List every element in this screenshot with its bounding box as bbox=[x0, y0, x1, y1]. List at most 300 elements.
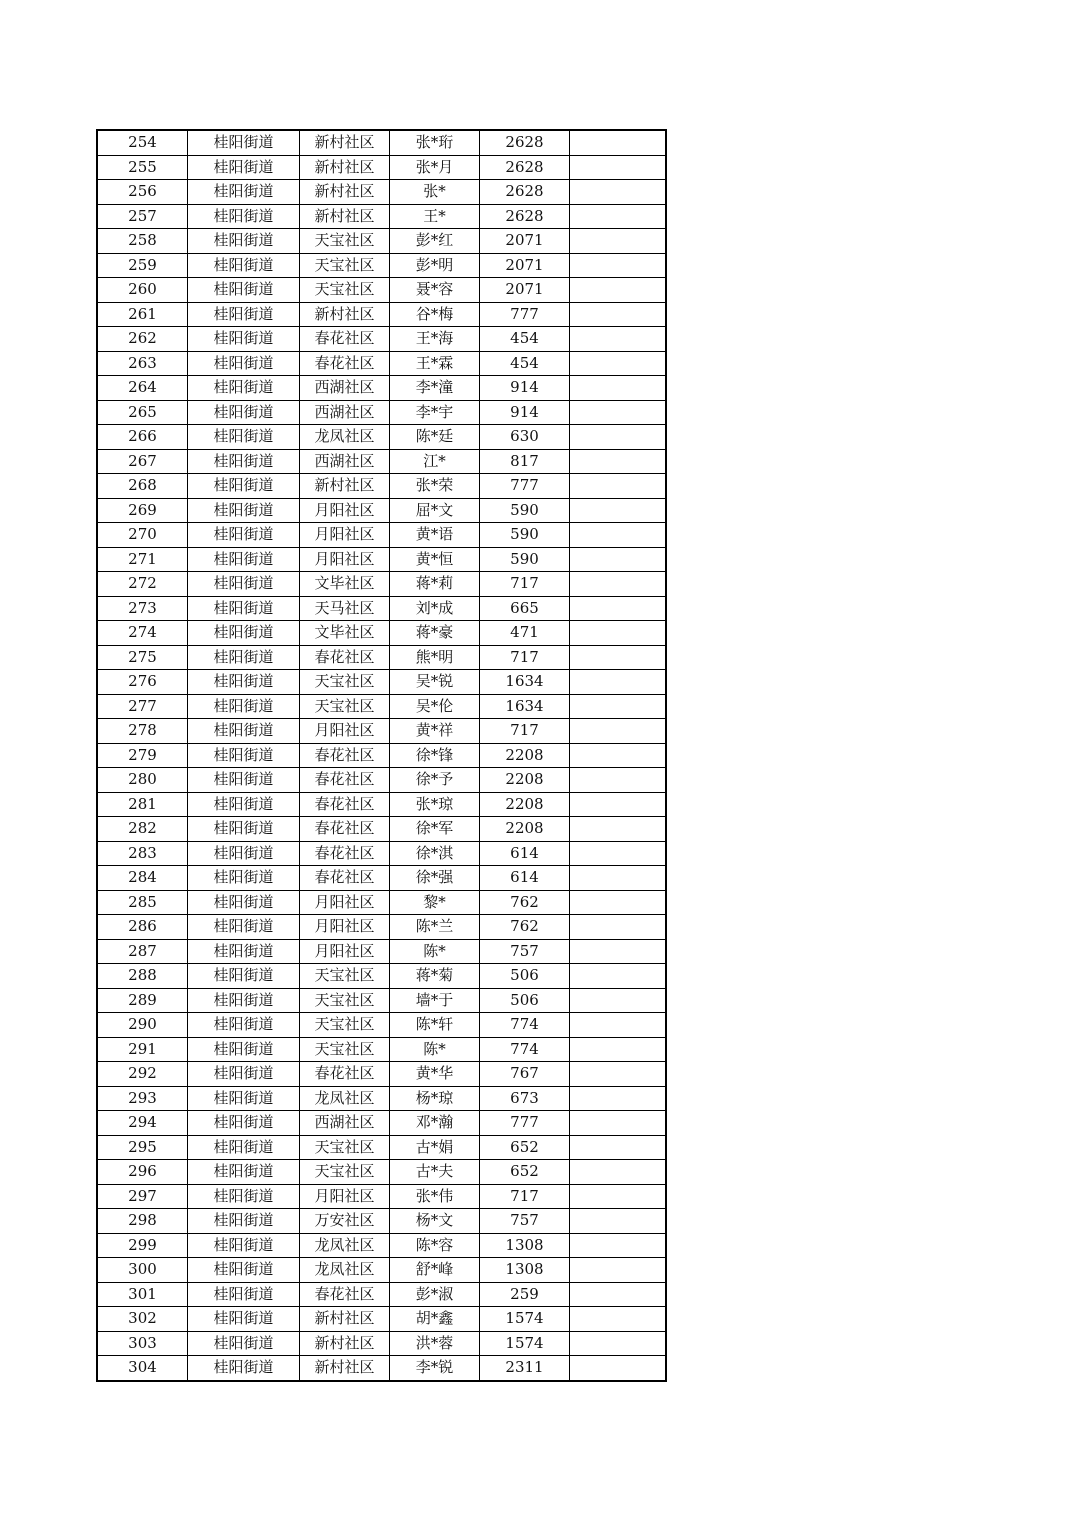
remark-cell bbox=[570, 621, 667, 646]
name-cell: 彭*淑 bbox=[390, 1282, 480, 1307]
street-cell: 桂阳街道 bbox=[188, 253, 300, 278]
community-cell: 天宝社区 bbox=[300, 229, 390, 254]
street-cell: 桂阳街道 bbox=[188, 915, 300, 940]
amount-cell: 717 bbox=[480, 572, 570, 597]
amount-cell: 454 bbox=[480, 327, 570, 352]
row-number-cell: 293 bbox=[97, 1086, 188, 1111]
remark-cell bbox=[570, 547, 667, 572]
name-cell: 张*月 bbox=[390, 155, 480, 180]
remark-cell bbox=[570, 229, 667, 254]
street-cell: 桂阳街道 bbox=[188, 229, 300, 254]
table-row bbox=[97, 449, 666, 474]
name-cell: 黎* bbox=[390, 890, 480, 915]
name-cell: 墙*于 bbox=[390, 988, 480, 1013]
remark-cell bbox=[570, 1111, 667, 1136]
remark-cell bbox=[570, 155, 667, 180]
name-cell: 张* bbox=[390, 180, 480, 205]
street-cell: 桂阳街道 bbox=[188, 1184, 300, 1209]
community-cell: 新村社区 bbox=[300, 1331, 390, 1356]
street-cell: 桂阳街道 bbox=[188, 1209, 300, 1234]
community-cell: 月阳社区 bbox=[300, 915, 390, 940]
table-row bbox=[97, 743, 666, 768]
street-cell: 桂阳街道 bbox=[188, 1331, 300, 1356]
street-cell: 桂阳街道 bbox=[188, 204, 300, 229]
name-cell: 陈*容 bbox=[390, 1233, 480, 1258]
table-row bbox=[97, 278, 666, 303]
table-row bbox=[97, 1282, 666, 1307]
table-row bbox=[97, 155, 666, 180]
name-cell: 陈*轩 bbox=[390, 1013, 480, 1038]
row-number-cell: 295 bbox=[97, 1135, 188, 1160]
amount-cell: 717 bbox=[480, 645, 570, 670]
table-row bbox=[97, 866, 666, 891]
name-cell: 熊*明 bbox=[390, 645, 480, 670]
amount-cell: 762 bbox=[480, 890, 570, 915]
community-cell: 春花社区 bbox=[300, 351, 390, 376]
remark-cell bbox=[570, 302, 667, 327]
row-number-cell: 287 bbox=[97, 939, 188, 964]
remark-cell bbox=[570, 1307, 667, 1332]
row-number-cell: 292 bbox=[97, 1062, 188, 1087]
row-number-cell: 267 bbox=[97, 449, 188, 474]
name-cell: 吴*锐 bbox=[390, 670, 480, 695]
amount-cell: 2208 bbox=[480, 792, 570, 817]
community-cell: 月阳社区 bbox=[300, 498, 390, 523]
row-number-cell: 255 bbox=[97, 155, 188, 180]
name-cell: 彭*红 bbox=[390, 229, 480, 254]
name-cell: 陈* bbox=[390, 1037, 480, 1062]
amount-cell: 614 bbox=[480, 866, 570, 891]
street-cell: 桂阳街道 bbox=[188, 1013, 300, 1038]
row-number-cell: 299 bbox=[97, 1233, 188, 1258]
street-cell: 桂阳街道 bbox=[188, 351, 300, 376]
community-cell: 月阳社区 bbox=[300, 939, 390, 964]
street-cell: 桂阳街道 bbox=[188, 278, 300, 303]
name-cell: 杨*文 bbox=[390, 1209, 480, 1234]
community-cell: 新村社区 bbox=[300, 204, 390, 229]
table-row bbox=[97, 180, 666, 205]
table-row bbox=[97, 768, 666, 793]
remark-cell bbox=[570, 988, 667, 1013]
row-number-cell: 286 bbox=[97, 915, 188, 940]
street-cell: 桂阳街道 bbox=[188, 1356, 300, 1381]
table-row bbox=[97, 498, 666, 523]
amount-cell: 454 bbox=[480, 351, 570, 376]
street-cell: 桂阳街道 bbox=[188, 1111, 300, 1136]
name-cell: 王*海 bbox=[390, 327, 480, 352]
street-cell: 桂阳街道 bbox=[188, 400, 300, 425]
amount-cell: 590 bbox=[480, 498, 570, 523]
amount-cell: 717 bbox=[480, 719, 570, 744]
remark-cell bbox=[570, 743, 667, 768]
table-row bbox=[97, 400, 666, 425]
community-cell: 春花社区 bbox=[300, 841, 390, 866]
remark-cell bbox=[570, 1184, 667, 1209]
table-row bbox=[97, 1233, 666, 1258]
street-cell: 桂阳街道 bbox=[188, 841, 300, 866]
community-cell: 春花社区 bbox=[300, 1062, 390, 1087]
community-cell: 天宝社区 bbox=[300, 278, 390, 303]
name-cell: 徐*予 bbox=[390, 768, 480, 793]
name-cell: 屈*文 bbox=[390, 498, 480, 523]
table-row bbox=[97, 1111, 666, 1136]
amount-cell: 590 bbox=[480, 523, 570, 548]
community-cell: 新村社区 bbox=[300, 155, 390, 180]
street-cell: 桂阳街道 bbox=[188, 327, 300, 352]
street-cell: 桂阳街道 bbox=[188, 596, 300, 621]
street-cell: 桂阳街道 bbox=[188, 939, 300, 964]
name-cell: 古*娟 bbox=[390, 1135, 480, 1160]
remark-cell bbox=[570, 792, 667, 817]
street-cell: 桂阳街道 bbox=[188, 1233, 300, 1258]
remark-cell bbox=[570, 1331, 667, 1356]
remark-cell bbox=[570, 1062, 667, 1087]
row-number-cell: 257 bbox=[97, 204, 188, 229]
row-number-cell: 256 bbox=[97, 180, 188, 205]
table-row bbox=[97, 817, 666, 842]
name-cell: 舒*峰 bbox=[390, 1258, 480, 1283]
table-row bbox=[97, 229, 666, 254]
amount-cell: 652 bbox=[480, 1160, 570, 1185]
table-row bbox=[97, 1209, 666, 1234]
remark-cell bbox=[570, 474, 667, 499]
row-number-cell: 297 bbox=[97, 1184, 188, 1209]
row-number-cell: 281 bbox=[97, 792, 188, 817]
row-number-cell: 258 bbox=[97, 229, 188, 254]
community-cell: 天宝社区 bbox=[300, 1160, 390, 1185]
name-cell: 李*宇 bbox=[390, 400, 480, 425]
remark-cell bbox=[570, 253, 667, 278]
remark-cell bbox=[570, 915, 667, 940]
name-cell: 刘*成 bbox=[390, 596, 480, 621]
remark-cell bbox=[570, 425, 667, 450]
table-body bbox=[97, 130, 666, 1381]
name-cell: 李*潼 bbox=[390, 376, 480, 401]
community-cell: 天宝社区 bbox=[300, 253, 390, 278]
row-number-cell: 276 bbox=[97, 670, 188, 695]
row-number-cell: 265 bbox=[97, 400, 188, 425]
remark-cell bbox=[570, 130, 667, 155]
name-cell: 黄*恒 bbox=[390, 547, 480, 572]
table-row bbox=[97, 1062, 666, 1087]
street-cell: 桂阳街道 bbox=[188, 694, 300, 719]
row-number-cell: 259 bbox=[97, 253, 188, 278]
row-number-cell: 289 bbox=[97, 988, 188, 1013]
community-cell: 月阳社区 bbox=[300, 890, 390, 915]
community-cell: 天宝社区 bbox=[300, 964, 390, 989]
name-cell: 徐*强 bbox=[390, 866, 480, 891]
street-cell: 桂阳街道 bbox=[188, 1062, 300, 1087]
row-number-cell: 301 bbox=[97, 1282, 188, 1307]
row-number-cell: 278 bbox=[97, 719, 188, 744]
community-cell: 春花社区 bbox=[300, 817, 390, 842]
row-number-cell: 296 bbox=[97, 1160, 188, 1185]
table-row bbox=[97, 694, 666, 719]
table-row bbox=[97, 915, 666, 940]
community-cell: 西湖社区 bbox=[300, 376, 390, 401]
name-cell: 古*夫 bbox=[390, 1160, 480, 1185]
community-cell: 文毕社区 bbox=[300, 572, 390, 597]
community-cell: 龙凤社区 bbox=[300, 1258, 390, 1283]
remark-cell bbox=[570, 670, 667, 695]
remark-cell bbox=[570, 866, 667, 891]
row-number-cell: 274 bbox=[97, 621, 188, 646]
name-cell: 徐*锋 bbox=[390, 743, 480, 768]
remark-cell bbox=[570, 939, 667, 964]
street-cell: 桂阳街道 bbox=[188, 498, 300, 523]
community-cell: 天宝社区 bbox=[300, 670, 390, 695]
table-row bbox=[97, 792, 666, 817]
remark-cell bbox=[570, 1160, 667, 1185]
amount-cell: 590 bbox=[480, 547, 570, 572]
amount-cell: 757 bbox=[480, 939, 570, 964]
table-row bbox=[97, 351, 666, 376]
remark-cell bbox=[570, 1086, 667, 1111]
community-cell: 新村社区 bbox=[300, 302, 390, 327]
name-cell: 蒋*豪 bbox=[390, 621, 480, 646]
name-cell: 张*荣 bbox=[390, 474, 480, 499]
street-cell: 桂阳街道 bbox=[188, 1160, 300, 1185]
table-row bbox=[97, 841, 666, 866]
street-cell: 桂阳街道 bbox=[188, 988, 300, 1013]
table-row bbox=[97, 621, 666, 646]
community-cell: 西湖社区 bbox=[300, 449, 390, 474]
amount-cell: 652 bbox=[480, 1135, 570, 1160]
remark-cell bbox=[570, 890, 667, 915]
amount-cell: 767 bbox=[480, 1062, 570, 1087]
amount-cell: 914 bbox=[480, 376, 570, 401]
row-number-cell: 260 bbox=[97, 278, 188, 303]
remark-cell bbox=[570, 351, 667, 376]
name-cell: 徐*军 bbox=[390, 817, 480, 842]
amount-cell: 259 bbox=[480, 1282, 570, 1307]
street-cell: 桂阳街道 bbox=[188, 817, 300, 842]
street-cell: 桂阳街道 bbox=[188, 719, 300, 744]
row-number-cell: 269 bbox=[97, 498, 188, 523]
table-row bbox=[97, 596, 666, 621]
row-number-cell: 273 bbox=[97, 596, 188, 621]
street-cell: 桂阳街道 bbox=[188, 964, 300, 989]
amount-cell: 2628 bbox=[480, 155, 570, 180]
table-row bbox=[97, 1356, 666, 1381]
community-cell: 春花社区 bbox=[300, 866, 390, 891]
table-row bbox=[97, 327, 666, 352]
table-row bbox=[97, 964, 666, 989]
community-cell: 龙凤社区 bbox=[300, 425, 390, 450]
row-number-cell: 284 bbox=[97, 866, 188, 891]
community-cell: 春花社区 bbox=[300, 1282, 390, 1307]
row-number-cell: 270 bbox=[97, 523, 188, 548]
table-row bbox=[97, 204, 666, 229]
amount-cell: 471 bbox=[480, 621, 570, 646]
community-cell: 春花社区 bbox=[300, 743, 390, 768]
amount-cell: 717 bbox=[480, 1184, 570, 1209]
amount-cell: 1574 bbox=[480, 1307, 570, 1332]
amount-cell: 777 bbox=[480, 302, 570, 327]
community-cell: 西湖社区 bbox=[300, 1111, 390, 1136]
remark-cell bbox=[570, 817, 667, 842]
name-cell: 蒋*莉 bbox=[390, 572, 480, 597]
community-cell: 春花社区 bbox=[300, 768, 390, 793]
community-cell: 月阳社区 bbox=[300, 1184, 390, 1209]
street-cell: 桂阳街道 bbox=[188, 547, 300, 572]
amount-cell: 2208 bbox=[480, 743, 570, 768]
street-cell: 桂阳街道 bbox=[188, 1037, 300, 1062]
street-cell: 桂阳街道 bbox=[188, 425, 300, 450]
row-number-cell: 285 bbox=[97, 890, 188, 915]
name-cell: 黄*祥 bbox=[390, 719, 480, 744]
row-number-cell: 302 bbox=[97, 1307, 188, 1332]
amount-cell: 2071 bbox=[480, 278, 570, 303]
amount-cell: 774 bbox=[480, 1037, 570, 1062]
row-number-cell: 277 bbox=[97, 694, 188, 719]
remark-cell bbox=[570, 1209, 667, 1234]
street-cell: 桂阳街道 bbox=[188, 130, 300, 155]
row-number-cell: 261 bbox=[97, 302, 188, 327]
remark-cell bbox=[570, 180, 667, 205]
amount-cell: 757 bbox=[480, 1209, 570, 1234]
name-cell: 徐*淇 bbox=[390, 841, 480, 866]
table-row bbox=[97, 719, 666, 744]
row-number-cell: 271 bbox=[97, 547, 188, 572]
remark-cell bbox=[570, 327, 667, 352]
row-number-cell: 272 bbox=[97, 572, 188, 597]
community-cell: 万安社区 bbox=[300, 1209, 390, 1234]
remark-cell bbox=[570, 596, 667, 621]
name-cell: 吴*伦 bbox=[390, 694, 480, 719]
table-row bbox=[97, 1307, 666, 1332]
name-cell: 李*锐 bbox=[390, 1356, 480, 1381]
street-cell: 桂阳街道 bbox=[188, 670, 300, 695]
remark-cell bbox=[570, 1037, 667, 1062]
community-cell: 春花社区 bbox=[300, 645, 390, 670]
amount-cell: 614 bbox=[480, 841, 570, 866]
remark-cell bbox=[570, 572, 667, 597]
table-row bbox=[97, 1331, 666, 1356]
name-cell: 杨*琼 bbox=[390, 1086, 480, 1111]
table-row bbox=[97, 1258, 666, 1283]
name-cell: 洪*蓉 bbox=[390, 1331, 480, 1356]
street-cell: 桂阳街道 bbox=[188, 1135, 300, 1160]
street-cell: 桂阳街道 bbox=[188, 768, 300, 793]
remark-cell bbox=[570, 278, 667, 303]
street-cell: 桂阳街道 bbox=[188, 1258, 300, 1283]
amount-cell: 817 bbox=[480, 449, 570, 474]
amount-cell: 2628 bbox=[480, 180, 570, 205]
remark-cell bbox=[570, 964, 667, 989]
name-cell: 黄*语 bbox=[390, 523, 480, 548]
street-cell: 桂阳街道 bbox=[188, 155, 300, 180]
amount-cell: 777 bbox=[480, 1111, 570, 1136]
row-number-cell: 263 bbox=[97, 351, 188, 376]
community-cell: 龙凤社区 bbox=[300, 1086, 390, 1111]
table-row bbox=[97, 939, 666, 964]
amount-cell: 1634 bbox=[480, 694, 570, 719]
remark-cell bbox=[570, 498, 667, 523]
row-number-cell: 262 bbox=[97, 327, 188, 352]
name-cell: 王*霖 bbox=[390, 351, 480, 376]
street-cell: 桂阳街道 bbox=[188, 1086, 300, 1111]
community-cell: 月阳社区 bbox=[300, 523, 390, 548]
table-row bbox=[97, 1037, 666, 1062]
table-row bbox=[97, 523, 666, 548]
street-cell: 桂阳街道 bbox=[188, 474, 300, 499]
amount-cell: 630 bbox=[480, 425, 570, 450]
amount-cell: 665 bbox=[480, 596, 570, 621]
remark-cell bbox=[570, 204, 667, 229]
row-number-cell: 275 bbox=[97, 645, 188, 670]
table-row bbox=[97, 1086, 666, 1111]
amount-cell: 762 bbox=[480, 915, 570, 940]
name-cell: 王* bbox=[390, 204, 480, 229]
amount-cell: 777 bbox=[480, 474, 570, 499]
amount-cell: 2628 bbox=[480, 204, 570, 229]
community-cell: 春花社区 bbox=[300, 792, 390, 817]
row-number-cell: 298 bbox=[97, 1209, 188, 1234]
remark-cell bbox=[570, 523, 667, 548]
name-cell: 江* bbox=[390, 449, 480, 474]
community-cell: 月阳社区 bbox=[300, 719, 390, 744]
community-cell: 文毕社区 bbox=[300, 621, 390, 646]
amount-cell: 1308 bbox=[480, 1258, 570, 1283]
amount-cell: 774 bbox=[480, 1013, 570, 1038]
row-number-cell: 279 bbox=[97, 743, 188, 768]
street-cell: 桂阳街道 bbox=[188, 792, 300, 817]
table-row bbox=[97, 1135, 666, 1160]
street-cell: 桂阳街道 bbox=[188, 890, 300, 915]
amount-cell: 1634 bbox=[480, 670, 570, 695]
row-number-cell: 282 bbox=[97, 817, 188, 842]
name-cell: 邓*瀚 bbox=[390, 1111, 480, 1136]
community-cell: 新村社区 bbox=[300, 474, 390, 499]
name-cell: 陈*廷 bbox=[390, 425, 480, 450]
community-cell: 天马社区 bbox=[300, 596, 390, 621]
table-row bbox=[97, 1013, 666, 1038]
row-number-cell: 300 bbox=[97, 1258, 188, 1283]
amount-cell: 2071 bbox=[480, 229, 570, 254]
amount-cell: 1308 bbox=[480, 1233, 570, 1258]
remark-cell bbox=[570, 1356, 667, 1381]
table-row bbox=[97, 988, 666, 1013]
row-number-cell: 294 bbox=[97, 1111, 188, 1136]
row-number-cell: 280 bbox=[97, 768, 188, 793]
name-cell: 胡*鑫 bbox=[390, 1307, 480, 1332]
remark-cell bbox=[570, 1258, 667, 1283]
remark-cell bbox=[570, 376, 667, 401]
remark-cell bbox=[570, 841, 667, 866]
table-row bbox=[97, 425, 666, 450]
row-number-cell: 283 bbox=[97, 841, 188, 866]
street-cell: 桂阳街道 bbox=[188, 1307, 300, 1332]
remark-cell bbox=[570, 719, 667, 744]
row-number-cell: 304 bbox=[97, 1356, 188, 1381]
street-cell: 桂阳街道 bbox=[188, 449, 300, 474]
name-cell: 谷*梅 bbox=[390, 302, 480, 327]
name-cell: 彭*明 bbox=[390, 253, 480, 278]
remark-cell bbox=[570, 1233, 667, 1258]
row-number-cell: 264 bbox=[97, 376, 188, 401]
table-row bbox=[97, 474, 666, 499]
street-cell: 桂阳街道 bbox=[188, 621, 300, 646]
amount-cell: 673 bbox=[480, 1086, 570, 1111]
data-table bbox=[96, 129, 667, 1382]
name-cell: 张*伟 bbox=[390, 1184, 480, 1209]
table-row bbox=[97, 547, 666, 572]
row-number-cell: 291 bbox=[97, 1037, 188, 1062]
street-cell: 桂阳街道 bbox=[188, 523, 300, 548]
amount-cell: 2208 bbox=[480, 817, 570, 842]
remark-cell bbox=[570, 449, 667, 474]
